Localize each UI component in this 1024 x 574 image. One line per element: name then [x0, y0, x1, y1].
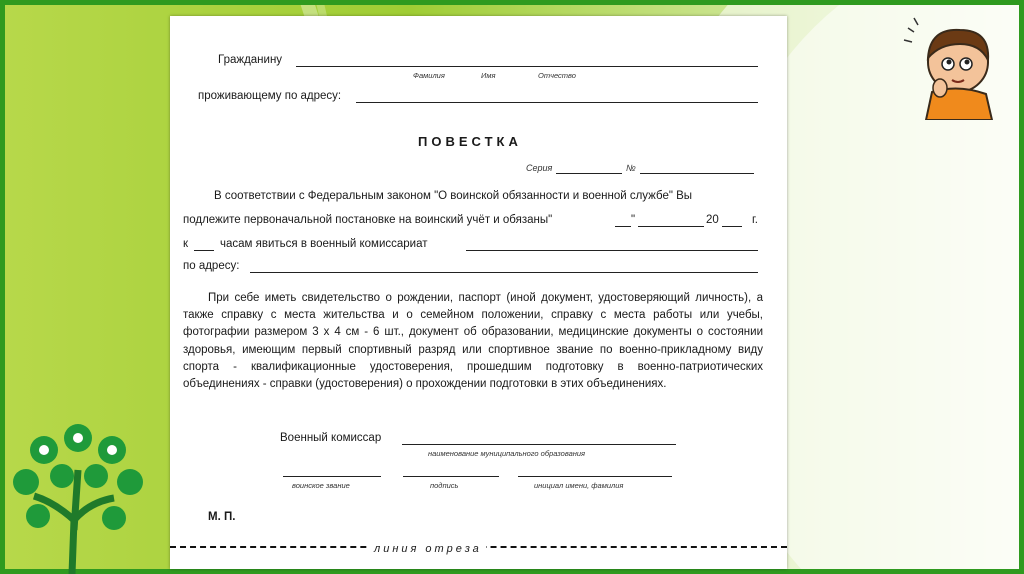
- at-label: к: [183, 238, 189, 250]
- year-prefix: 20: [706, 214, 719, 226]
- year-blank: [722, 226, 742, 227]
- document-title: ПОВЕСТКА: [418, 134, 522, 149]
- thinking-boy-illustration: [900, 10, 1010, 120]
- stamp-label: М. П.: [208, 511, 236, 523]
- citizen-label: Гражданину: [218, 54, 283, 66]
- commissar-label: Военный комиссар: [280, 432, 382, 444]
- month-blank: [638, 226, 704, 227]
- number-label: №: [626, 163, 636, 173]
- patronymic-caption: Отчество: [538, 71, 576, 80]
- signature-blank: [403, 476, 499, 477]
- address-label: проживающему по адресу:: [198, 90, 342, 102]
- rank-caption: воинское звание: [292, 481, 350, 490]
- name-blank: [296, 66, 758, 67]
- summons-document: [170, 16, 787, 569]
- year-suffix: г.: [752, 214, 758, 226]
- series-blank: [556, 173, 622, 174]
- cut-line-label: линия отреза: [370, 543, 486, 555]
- intro-line-2: подлежите первоначальной постановке на воинский учёт и обязаны": [183, 214, 553, 226]
- series-label: Серия: [526, 163, 553, 173]
- firstname-caption: Имя: [481, 71, 496, 80]
- surname-caption: Фамилия: [413, 71, 445, 80]
- number-blank: [640, 173, 754, 174]
- documents-paragraph: При себе иметь свидетельство о рождении, паспорт (иной документ, удостоверяющий личность), а также справку с места жительства и о семейном положении, справку с места работы или учебы, фотографии размером 3 х 4 см - 6 шт., документ об образовании, медицинские документы о состоянии здоровья, имеющим первый спортивный разряд или спортивное звание по военно-прикладному виду спорта - квалификационные удостоверения, прошедшим подготовку в военно-патриотических объединениях - справки (удостоверения) о прохождении подготовки в этих объединениях.: [183, 292, 763, 391]
- signature-caption: подпись: [430, 481, 459, 490]
- day-blank: [615, 226, 631, 227]
- initials-caption: инициал имени, фамилия: [534, 481, 624, 490]
- hours-label: часам явиться в военный комиссариат: [220, 238, 428, 250]
- hour-blank: [194, 250, 214, 251]
- address-blank: [356, 102, 758, 103]
- commissariat-address-blank: [250, 272, 758, 273]
- quote-mark: ": [631, 214, 636, 226]
- municipality-caption: наименование муниципального образования: [428, 449, 586, 458]
- initials-blank: [518, 476, 672, 477]
- intro-line-1: В соответствии с Федеральным законом "О воинской обязанности и военной службе" Вы: [214, 190, 693, 202]
- commissar-blank: [402, 444, 676, 445]
- science-tree-illustration: [4, 410, 154, 574]
- by-address-label: по адресу:: [183, 260, 240, 272]
- commissariat-blank: [466, 250, 758, 251]
- rank-blank: [283, 476, 381, 477]
